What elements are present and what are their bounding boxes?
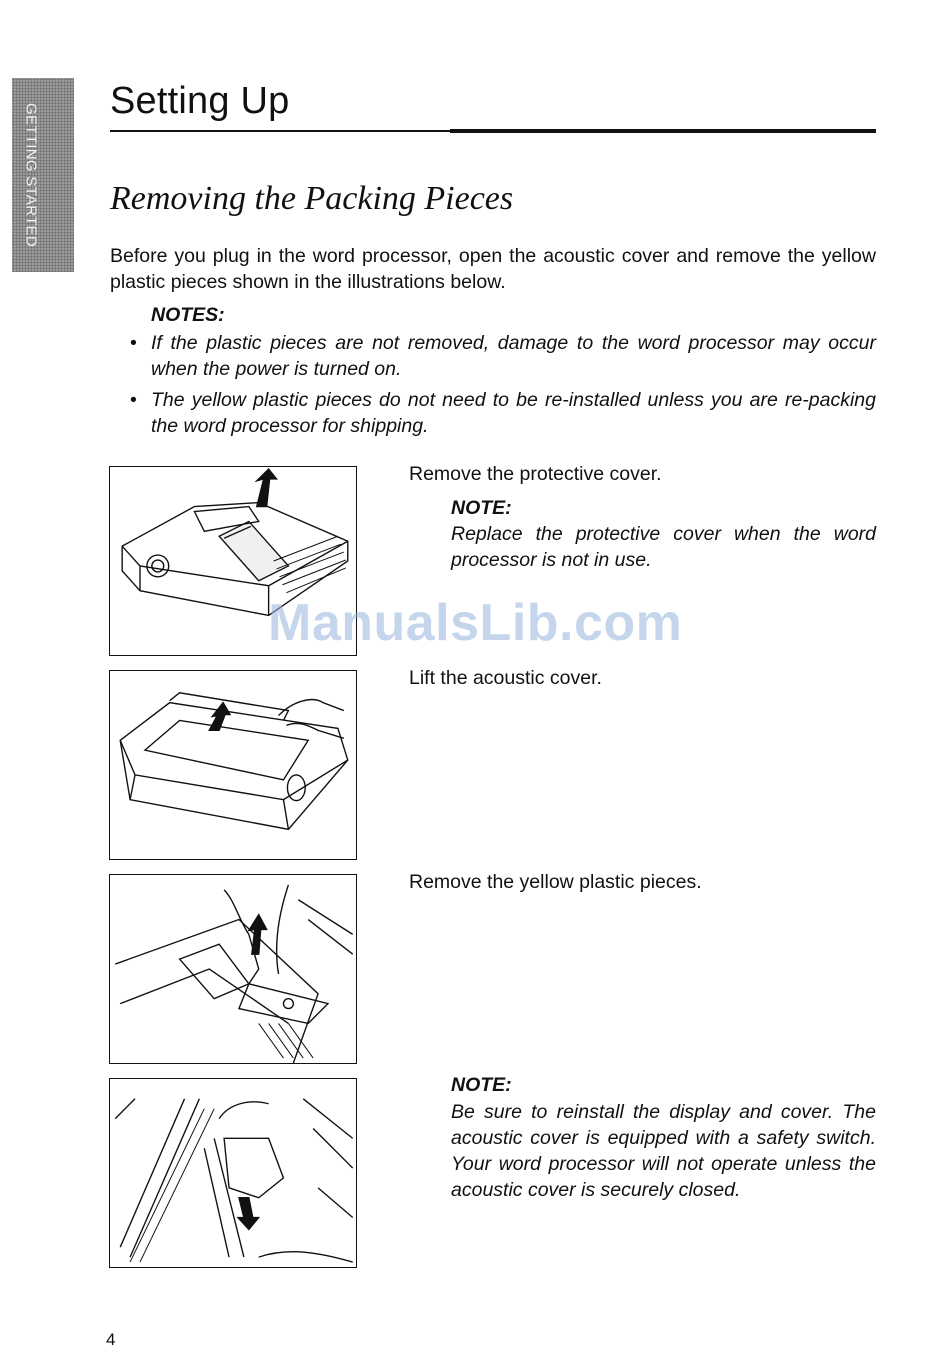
acoustic-cover-illustration: [110, 671, 356, 859]
notes-list: [130, 330, 876, 444]
bullet-icon: •: [130, 389, 137, 411]
side-tab: [12, 78, 74, 272]
figure-acoustic-cover: [109, 670, 357, 860]
step-4-note-heading: NOTE:: [451, 1074, 512, 1096]
title-rule: [110, 130, 450, 132]
page-title: Setting Up: [110, 80, 290, 122]
step-1-note-heading: NOTE:: [451, 497, 512, 519]
note-item: [130, 330, 876, 382]
watermark: ManualsLib.com: [268, 594, 683, 652]
note-item: [130, 387, 876, 439]
notes-heading: NOTES:: [151, 304, 225, 326]
page-number: 4: [106, 1330, 116, 1349]
side-tab-label: GETTING STARTED: [22, 103, 40, 247]
section-title: Removing the Packing Pieces: [110, 180, 514, 217]
figure-plastic-pieces: [109, 874, 357, 1064]
plastic-pieces-illustration: [110, 875, 356, 1063]
note-item-text: The yellow plastic pieces do not need to be re-installed unless you are re-packing the word processor for shipping.: [151, 389, 876, 437]
title-rule-thick: [450, 129, 876, 133]
step-3-text: Remove the yellow plastic pieces.: [409, 871, 702, 893]
note-item-text: If the plastic pieces are not removed, damage to the word processor may occur when the power is turned on.: [151, 332, 876, 380]
step-1-text: Remove the protective cover.: [409, 463, 662, 485]
step-1-note-text: Replace the protective cover when the word processor is not in use.: [451, 523, 876, 571]
figure-reinstall: [109, 1078, 357, 1268]
intro-paragraph: Before you plug in the word processor, open the acoustic cover and remove the yellow plastic pieces shown in the illustrations below.: [110, 245, 876, 293]
reinstall-illustration: [110, 1079, 356, 1267]
bullet-icon: •: [130, 332, 137, 354]
step-4-note-text: Be sure to reinstall the display and cover. The acoustic cover is equipped with a safety switch. Your word processor will not operate unless the acoustic cover is securely closed.: [451, 1101, 876, 1201]
step-2-text: Lift the acoustic cover.: [409, 667, 602, 689]
